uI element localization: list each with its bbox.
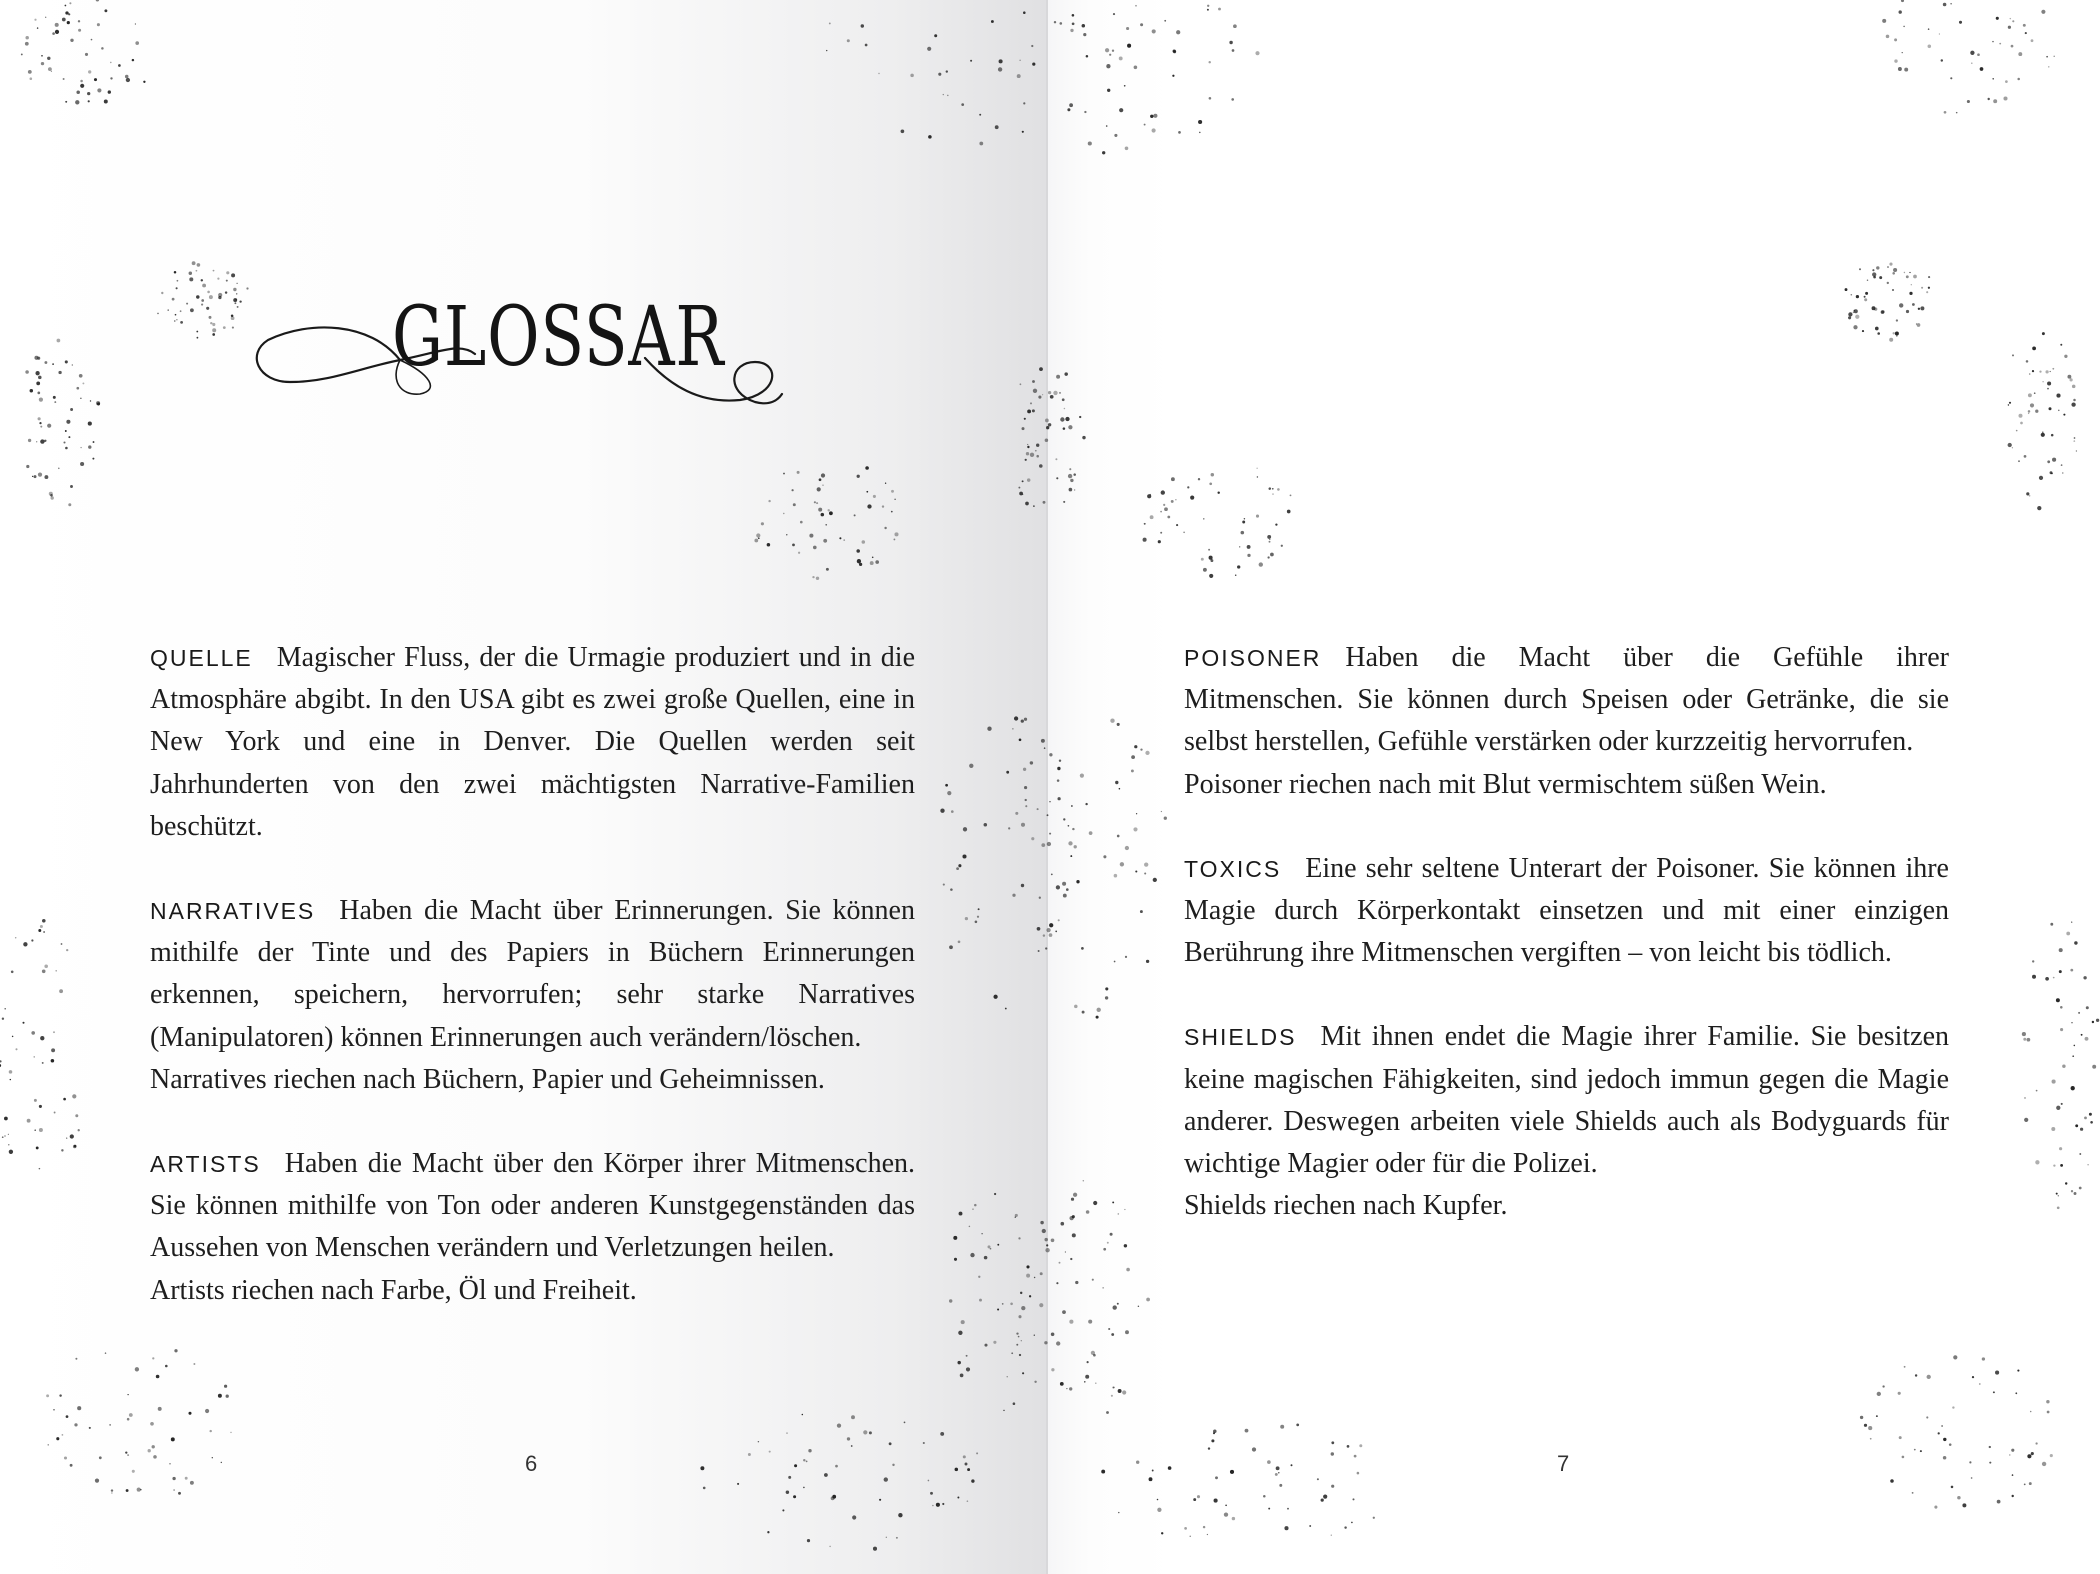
glossary-definition: Eine sehr seltene Unterart der Poisoner. Sie können ihre Magie durch Körperkontakt einsetzen und mit einer einzigen Berührung ihre Mitmenschen vergiften – von leicht bis tödlich. [1184,852,1949,969]
glossary-definition: Mit ihnen endet die Magie ihrer Familie. Sie besitzen keine magischen Fähigkeiten, sind jedoch immun gegen die Magie anderer. Deswegen arbeiten viele Shields auch als Bodyguards für wichtige Magier oder für die Polizei. [1184,1021,1949,1180]
glossary-paragraph [150,1059,915,1101]
page-title: GLOSSAR [392,290,725,385]
glossary-paragraph [150,890,915,1059]
glossary-entry-artists [150,1143,915,1312]
glossary-entry-toxics [1184,848,1949,975]
glossary-entry-poisoner [1184,637,1949,806]
glossary-definition: Shields riechen nach Kupfer. [1184,1190,1508,1222]
glossary-paragraph [150,1143,915,1270]
glossary-definition: Narratives riechen nach Büchern, Papier und Geheimnissen. [150,1063,825,1095]
glossary-term: TOXICS [1184,855,1282,882]
glossary-paragraph [1184,848,1949,975]
glossary-paragraph [1184,637,1949,764]
glossary-paragraph [1184,1185,1949,1227]
glossary-definition: Haben die Macht über den Körper ihrer Mitmenschen. Sie können mithilfe von Ton oder anderen Kunstgegenständen das Aussehen von Menschen verändern und Verletzungen heilen. [150,1148,915,1264]
glossary-term: SHIELDS [1184,1024,1297,1051]
glossary-left-column [150,637,915,1354]
glossary-entry-shields [1184,1016,1949,1227]
glossary-definition: Poisoner riechen nach mit Blut vermischtem süßen Wein. [1184,768,1827,800]
glossary-right-column [1184,637,1949,1269]
book-gutter [1046,0,1048,1574]
glossary-definition: Magischer Fluss, der die Urmagie produziert und in die Atmosphäre abgibt. In den USA gibt es zwei große Quellen, eine in New York und eine in Denver. Die Quellen werden seit Jahrhunderten von den zwei mächtigsten Narrative-Familien beschützt. [150,642,915,842]
glossary-entry-narratives [150,890,915,1101]
glossary-paragraph [150,1270,915,1312]
glossary-definition: Haben die Macht über Erinnerungen. Sie können mithilfe der Tinte und des Papiers in Büchern Erinnerungen erkennen, speichern, hervorrufen; sehr starke Narratives (Manipulatoren) können Erinnerungen auch verändern/löschen. [150,895,915,1053]
glossary-term: ARTISTS [150,1151,261,1178]
glossary-entry-quelle [150,637,915,848]
glossary-term: POISONER [1184,645,1322,671]
title-block [250,282,790,432]
page-number-right: 7 [1557,1451,1570,1476]
glossary-definition: Artists riechen nach Farbe, Öl und Freiheit. [150,1274,637,1306]
glossary-paragraph [150,637,915,848]
glossary-paragraph [1184,1016,1949,1185]
glossary-term: NARRATIVES [150,898,316,925]
glossary-term: QUELLE [150,645,253,671]
glossary-definition: Haben die Macht über die Gefühle ihrer Mitmenschen. Sie können durch Speisen oder Getränke, die sie selbst herstellen, Gefühle verstärken oder kurzzeitig hervorrufen. [1184,642,1949,758]
page-number-left: 6 [525,1451,538,1476]
glossary-paragraph [1184,764,1949,806]
